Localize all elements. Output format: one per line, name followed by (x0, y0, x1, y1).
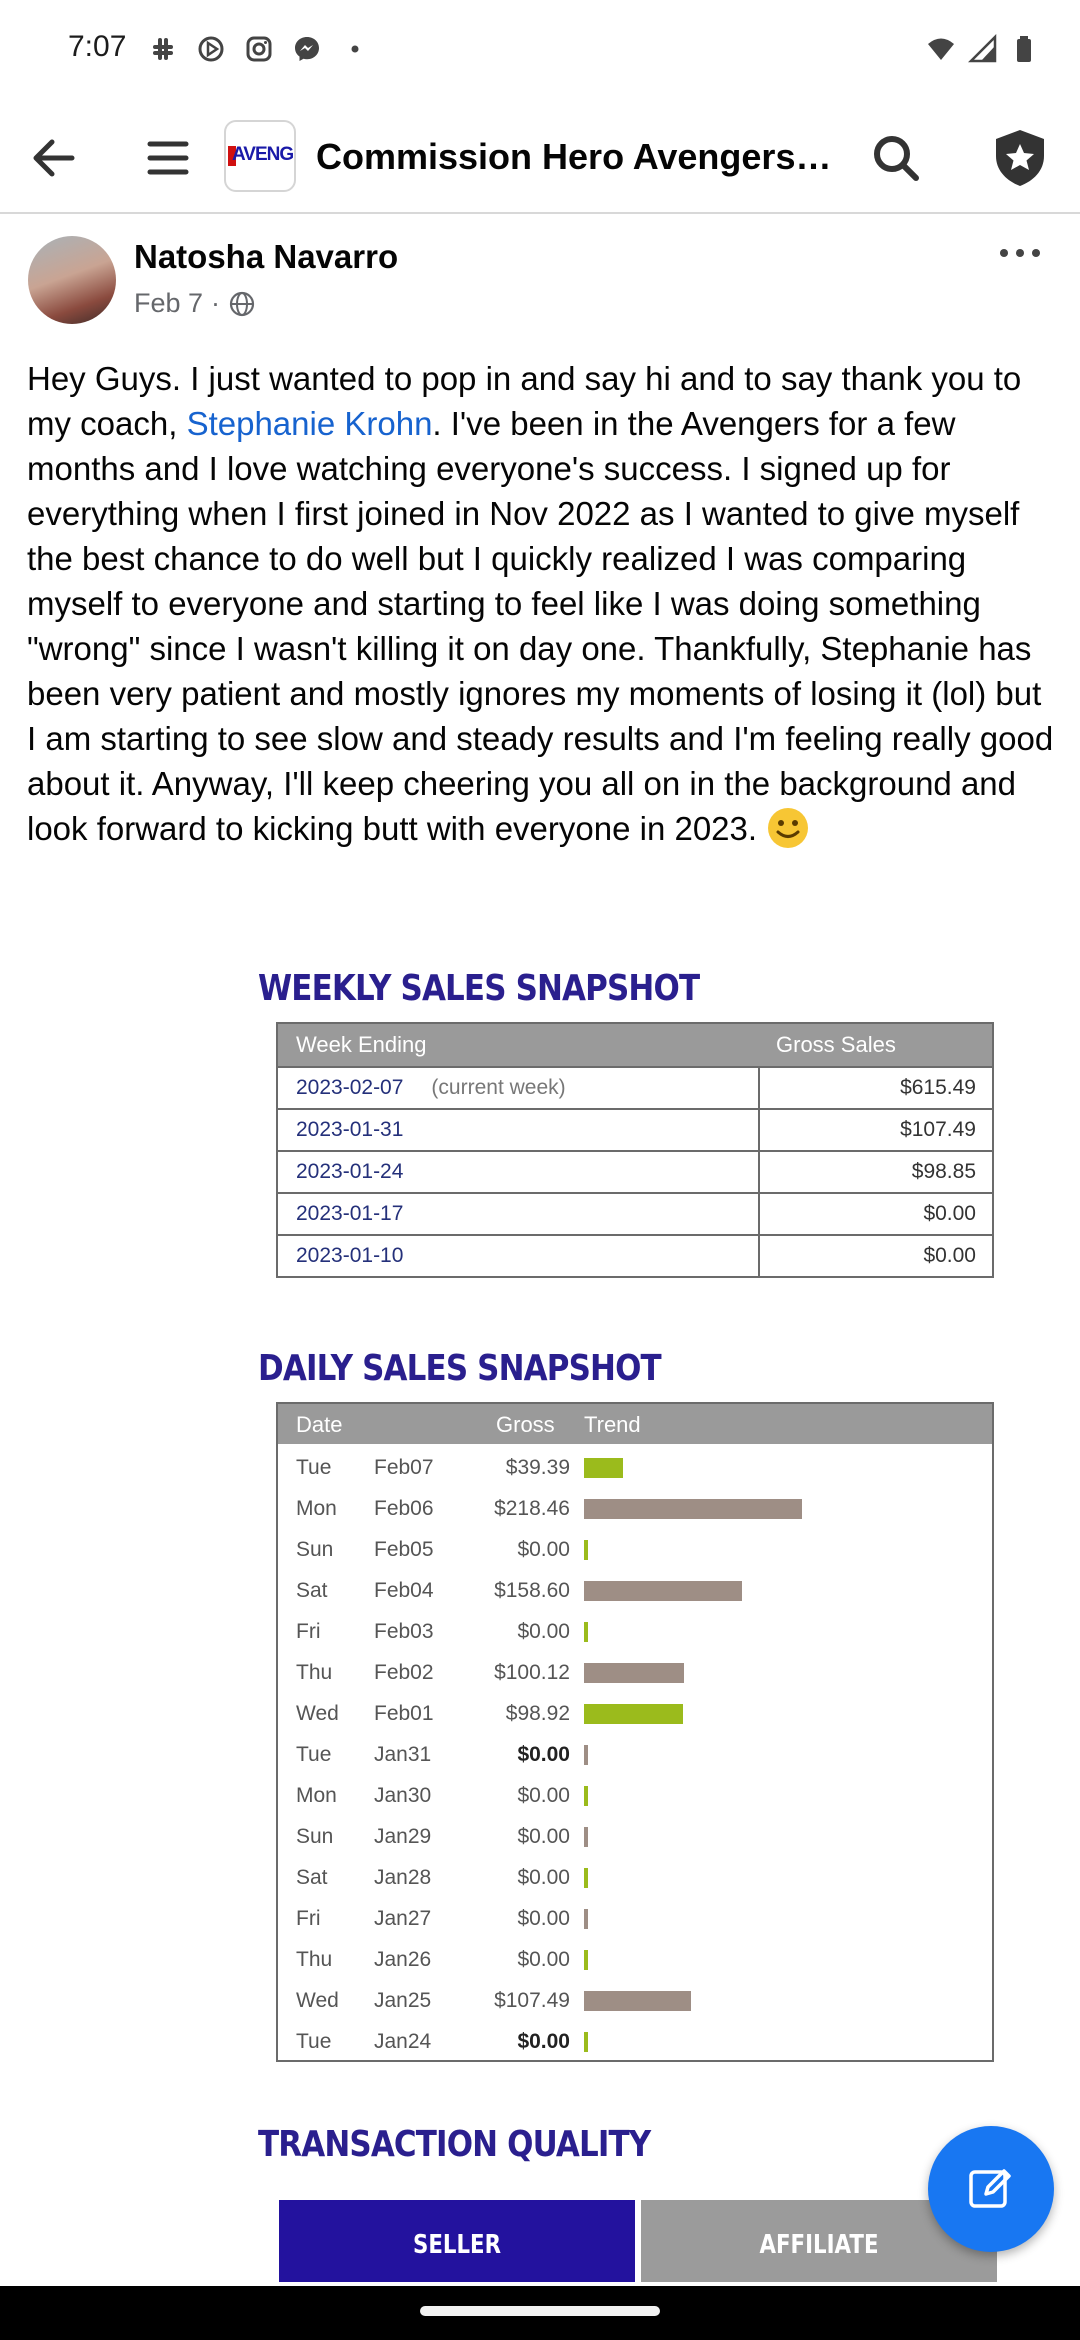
date-cell: Feb04 (374, 1579, 434, 1602)
trend-bar (584, 1663, 684, 1683)
table-row (278, 1066, 992, 1108)
week-cell (278, 1110, 760, 1150)
trend-bar (584, 1704, 683, 1724)
slightly-smiling-face-icon (766, 806, 810, 850)
compose-icon (966, 2164, 1016, 2214)
date-cell: Jan25 (374, 1989, 432, 2012)
group-title[interactable]: Commission Hero Avengers… (316, 136, 832, 177)
post-body (27, 356, 1057, 851)
gross-cell: $107.49 (900, 1118, 976, 1141)
table-row (278, 1817, 992, 1858)
gross-cell: $98.92 (505, 1702, 570, 1725)
wifi-icon (926, 34, 956, 64)
gross-cell: $0.00 (517, 1784, 570, 1807)
table-row (278, 1981, 992, 2022)
table-row (278, 2022, 992, 2063)
gross-cell: $615.49 (900, 1076, 976, 1099)
group-thumb-text: AVENG (232, 144, 294, 165)
seller-label: SELLER (412, 2230, 502, 2260)
system-icons (926, 34, 1040, 64)
search-icon[interactable] (866, 128, 926, 188)
mention-link[interactable]: Stephanie Krohn (186, 405, 433, 442)
table-row (278, 1108, 992, 1150)
post-date[interactable]: Feb 7 (134, 288, 204, 318)
trend-bar (584, 1950, 588, 1970)
day-cell: Wed (296, 1702, 339, 1725)
day-cell: Mon (296, 1784, 337, 1807)
gross-cell: $0.00 (517, 1538, 570, 1561)
dot-icon (340, 34, 370, 64)
gross-cell: $0.00 (517, 1743, 570, 1766)
week-date: 2023-01-10 (296, 1244, 404, 1267)
weekly-title: WEEKLY SALES SNAPSHOT (258, 968, 700, 1009)
header-gross: Gross (496, 1412, 555, 1437)
table-row (278, 1899, 992, 1940)
instagram-icon (244, 34, 274, 64)
gross-cell: $0.00 (923, 1202, 976, 1225)
gross-cell: $100.12 (494, 1661, 570, 1684)
date-cell: Jan31 (374, 1743, 432, 1766)
avatar[interactable] (28, 236, 116, 324)
date-cell: Feb03 (374, 1620, 434, 1643)
table-row (278, 1940, 992, 1981)
day-cell: Tue (296, 2030, 332, 2053)
gross-cell: $0.00 (517, 1825, 570, 1848)
seller-bar (279, 2200, 635, 2282)
gross-cell: $158.60 (494, 1579, 570, 1602)
gross-cell: $0.00 (517, 2030, 570, 2053)
messenger-icon (292, 34, 322, 64)
trend-bar (584, 1458, 623, 1478)
trend-bar (584, 1991, 691, 2011)
table-row (278, 1234, 992, 1276)
trend-bar (584, 1868, 588, 1888)
play-services-icon (196, 34, 226, 64)
table-row (278, 1530, 992, 1571)
week-date: 2023-01-31 (296, 1118, 404, 1141)
trend-bar (584, 1827, 588, 1847)
gross-cell: $0.00 (517, 1907, 570, 1930)
date-cell: Feb02 (374, 1661, 434, 1684)
week-date: 2023-01-24 (296, 1160, 404, 1183)
shield-star-icon[interactable] (990, 126, 1050, 190)
daily-header (278, 1404, 992, 1444)
day-cell: Tue (296, 1743, 332, 1766)
back-arrow-icon[interactable] (24, 128, 84, 188)
day-cell: Fri (296, 1620, 321, 1643)
day-cell: Mon (296, 1497, 337, 1520)
day-cell: Sat (296, 1579, 328, 1602)
gross-cell: $39.39 (505, 1456, 570, 1479)
header-gross-sales: Gross Sales (776, 1032, 896, 1057)
table-row (278, 1571, 992, 1612)
group-thumbnail[interactable] (224, 120, 296, 192)
header-trend: Trend (584, 1412, 641, 1437)
day-cell: Thu (296, 1661, 333, 1684)
week-cell (278, 1152, 760, 1192)
signal-icon (968, 34, 998, 64)
gross-cell: $0.00 (517, 1948, 570, 1971)
gross-cell: $107.49 (494, 1989, 570, 2012)
table-row (278, 1192, 992, 1234)
trend-bar (584, 1499, 802, 1519)
trend-bar (584, 1540, 588, 1560)
date-cell: Feb01 (374, 1702, 434, 1725)
gross-cell: $0.00 (923, 1244, 976, 1267)
home-indicator[interactable] (420, 2306, 660, 2316)
weekly-header (278, 1024, 992, 1066)
table-row (278, 1694, 992, 1735)
trend-bar (584, 1622, 588, 1642)
header-date: Date (296, 1412, 343, 1437)
date-cell: Jan24 (374, 2030, 432, 2053)
daily-title: DAILY SALES SNAPSHOT (258, 1348, 661, 1389)
header-week-ending: Week Ending (296, 1032, 427, 1057)
meta-separator: · (211, 288, 221, 318)
week-note: (current week) (431, 1076, 566, 1099)
gross-cell: $0.00 (517, 1866, 570, 1889)
trend-bar (584, 1909, 588, 1929)
post-image[interactable] (0, 940, 1080, 2290)
post-text-part-2: . I've been in the Avengers for a few months and I love watching everyone's success. I signed up for everything when I first joined in Nov 2022 as I wanted to give myself the best chance to do well but I quickly realized I was comparing myself to everyone and starting to feel like I was doing something "wrong" since I wasn't killing it on day one. Thankfully, Stephanie has been very patient and mostly ignores my moments of losing it (lol) but I am starting to see slow and steady results and I'm feeling really good about it. Anyway, I'll keep cheering you all on in the background and look forward to kicking butt with everyone in 2023. (27, 405, 1054, 847)
date-cell: Jan28 (374, 1866, 432, 1889)
navigation-bar (0, 2286, 1080, 2340)
table-row (278, 1612, 992, 1653)
trend-bar (584, 1581, 742, 1601)
date-cell: Feb05 (374, 1538, 434, 1561)
notification-icons (148, 34, 370, 64)
transaction-quality-title: TRANSACTION QUALITY (258, 2124, 651, 2165)
table-row (278, 1858, 992, 1899)
daily-sales-table (276, 1402, 994, 2062)
day-cell: Sun (296, 1825, 334, 1848)
more-options-icon[interactable] (990, 238, 1050, 268)
week-date: 2023-02-07 (296, 1076, 404, 1099)
day-cell: Tue (296, 1456, 332, 1479)
gross-cell: $98.85 (911, 1160, 976, 1183)
trend-bar (584, 1745, 588, 1765)
gross-cell: $218.46 (494, 1497, 570, 1520)
date-cell: Jan26 (374, 1948, 432, 1971)
day-cell: Sun (296, 1538, 334, 1561)
date-cell: Feb06 (374, 1497, 434, 1520)
week-cell (278, 1194, 760, 1234)
table-row (278, 1653, 992, 1694)
post-meta (134, 288, 256, 319)
day-cell: Sat (296, 1866, 328, 1889)
post-text-part-1: Hey Guys. I just wanted to pop in and say hi and to say thank you to my coach, (27, 360, 1022, 442)
date-cell: Jan30 (374, 1784, 432, 1807)
post-author[interactable]: Natosha Navarro (134, 238, 399, 275)
affiliate-label: AFFILIATE (759, 2230, 879, 2260)
week-date: 2023-01-17 (296, 1202, 404, 1225)
battery-icon (1010, 34, 1040, 64)
app-bar (0, 100, 1080, 214)
table-row (278, 1489, 992, 1530)
date-cell: Jan27 (374, 1907, 432, 1930)
slack-icon (148, 34, 178, 64)
day-cell: Thu (296, 1948, 333, 1971)
week-cell (278, 1236, 760, 1276)
table-row (278, 1735, 992, 1776)
table-row (278, 1448, 992, 1489)
trend-bar (584, 2032, 588, 2052)
globe-icon (228, 290, 256, 318)
day-cell: Fri (296, 1907, 321, 1930)
week-cell (278, 1068, 760, 1108)
menu-icon[interactable] (138, 128, 198, 188)
status-time: 7:07 (68, 30, 127, 63)
weekly-sales-table (276, 1022, 994, 1278)
trend-bar (584, 1786, 588, 1806)
date-cell: Jan29 (374, 1825, 432, 1848)
day-cell: Wed (296, 1989, 339, 2012)
status-bar (0, 0, 1080, 100)
gross-cell: $0.00 (517, 1620, 570, 1643)
date-cell: Feb07 (374, 1456, 434, 1479)
table-row (278, 1150, 992, 1192)
table-row (278, 1776, 992, 1817)
compose-button[interactable] (928, 2126, 1054, 2252)
